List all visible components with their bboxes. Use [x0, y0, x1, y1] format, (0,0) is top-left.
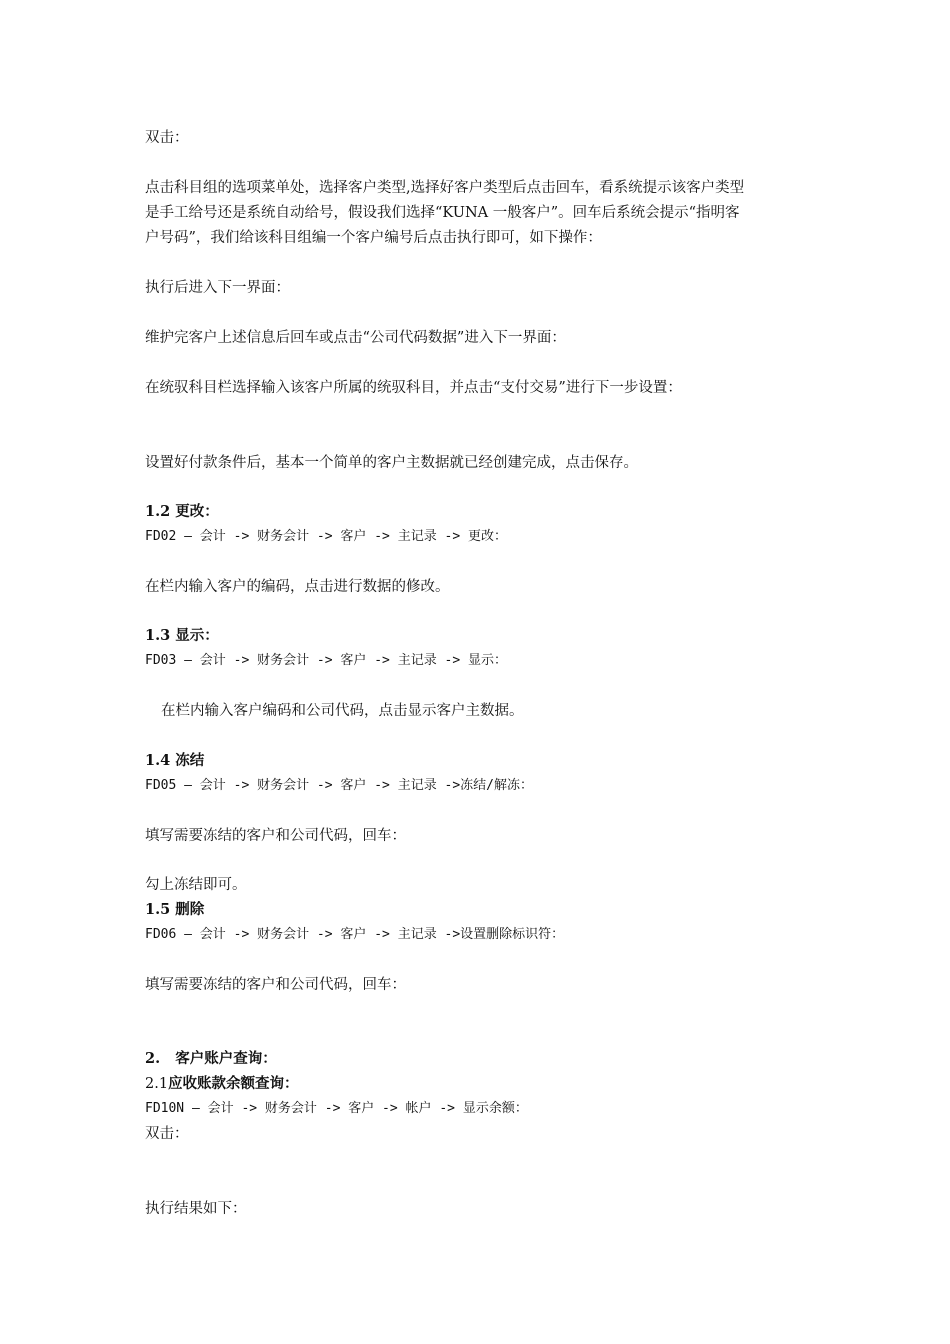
text-line: 双击：: [145, 130, 189, 146]
text-line: 双击：: [145, 1126, 189, 1142]
section-heading: 1.5 删除: [145, 901, 205, 918]
chapter-heading: 2. 客户账户查询：: [145, 1050, 277, 1067]
text-line: 在栏内输入客户的编码，点击进行数据的修改。: [145, 579, 450, 595]
menu-path: FD05 – 会计 -> 财务会计 -> 客户 -> 主记录 ->冻结/解冻：: [145, 778, 534, 793]
section-title: 应收账款余额查询：: [168, 1075, 299, 1092]
text-line: 勾上冻结即可。: [145, 877, 247, 893]
text-line: 在栏内输入客户编码和公司代码，点击显示客户主数据。: [161, 703, 524, 719]
text-line: 维护完客户上述信息后回车或点击“公司代码数据”进入下一界面：: [145, 330, 566, 346]
text-line: 设置好付款条件后，基本一个简单的客户主数据就已经创建完成，点击保存。: [145, 455, 638, 471]
section-number: 2.1: [145, 1076, 169, 1092]
menu-path: FD03 – 会计 -> 财务会计 -> 客户 -> 主记录 -> 显示：: [145, 653, 508, 668]
menu-path: FD10N – 会计 -> 财务会计 -> 客户 -> 帐户 -> 显示余额：: [145, 1101, 528, 1116]
section-heading: 1.3 显示：: [145, 627, 219, 644]
section-heading: 1.2 更改：: [145, 503, 219, 520]
text-line: 填写需要冻结的客户和公司代码，回车：: [145, 828, 406, 844]
paragraph-line: 点击科目组的选项菜单处，选择客户类型,选择好客户类型后点击回车，看系统提示该客户类型: [145, 180, 745, 196]
paragraph-line: 是手工给号还是系统自动给号，假设我们选择“KUNA 一般客户”。回车后系统会提示“指明客: [145, 205, 740, 221]
text-line: 填写需要冻结的客户和公司代码，回车：: [145, 977, 406, 993]
text-line: 在统驭科目栏选择输入该客户所属的统驭科目，并点击“支付交易”进行下一步设置：: [145, 380, 682, 396]
paragraph-line: 户号码”，我们给该科目组编一个客户编号后点击执行即可，如下操作：: [145, 230, 602, 246]
text-line: 执行结果如下：: [145, 1201, 247, 1217]
section-heading-2-1: [145, 1072, 840, 1096]
menu-path: FD06 – 会计 -> 财务会计 -> 客户 -> 主记录 ->设置删除标识符：: [145, 927, 565, 942]
menu-path: FD02 – 会计 -> 财务会计 -> 客户 -> 主记录 -> 更改：: [145, 529, 508, 544]
section-heading: 1.4 冻结: [145, 752, 205, 769]
text-line: 执行后进入下一界面：: [145, 280, 290, 296]
